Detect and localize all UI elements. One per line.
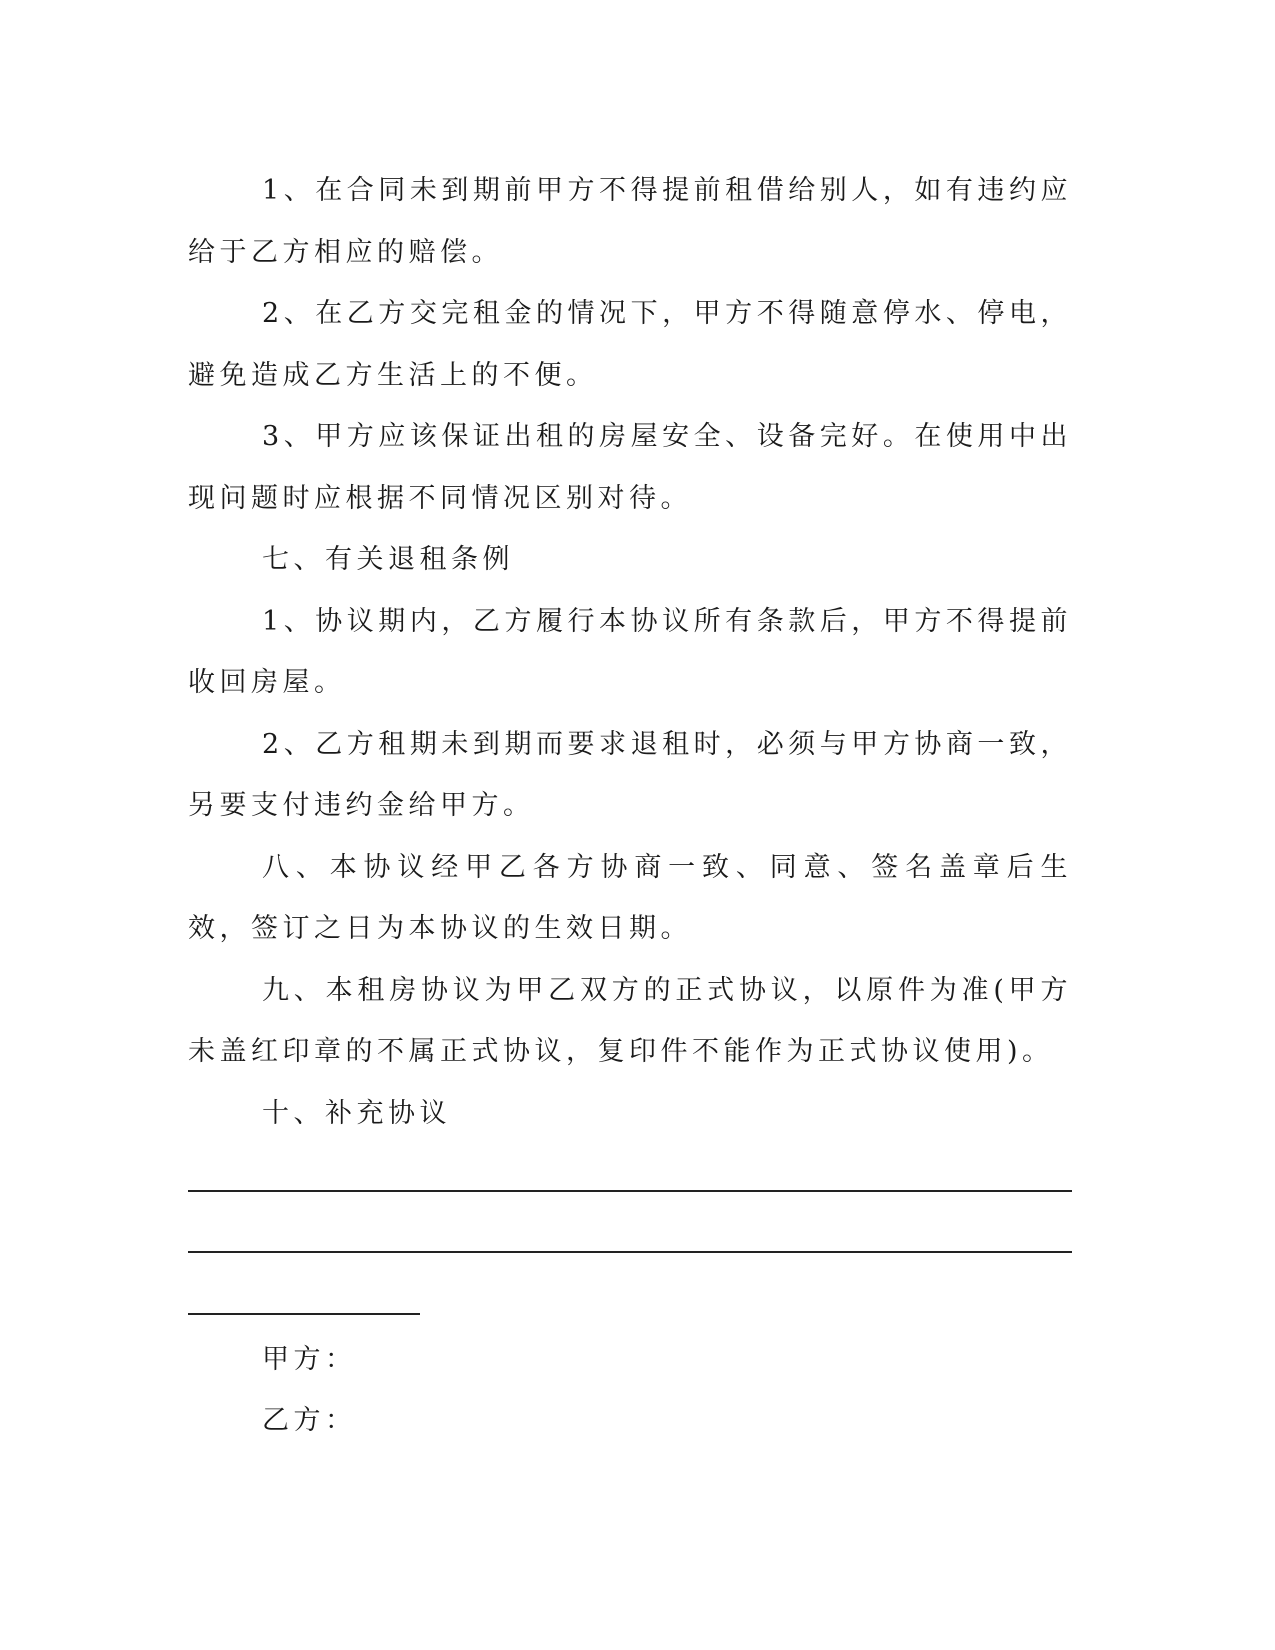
document-body: [188, 160, 1072, 1452]
clause-2-no-utility-cutoff: 2、在乙方交完租金的情况下，甲方不得随意停水、停电，避免造成乙方生活上的不便。: [188, 298, 1072, 391]
fill-in-line-1: [188, 1144, 1072, 1206]
divider: [188, 1190, 1072, 1192]
fill-in-line-2: [188, 1206, 1072, 1268]
section-9-formal-agreement: 九、本租房协议为甲乙双方的正式协议，以原件为准(甲方未盖红印章的不属正式协议，复印件不能作为正式协议使用)。: [188, 974, 1072, 1067]
party-b-signature: 乙方：: [262, 1405, 357, 1436]
section-8-effective: 八、本协议经甲乙各方协商一致、同意、签名盖章后生效，签订之日为本协议的生效日期。: [188, 851, 1072, 944]
divider: [188, 1251, 1072, 1253]
section-7-clause-1: 1、协议期内，乙方履行本协议所有条款后，甲方不得提前收回房屋。: [188, 605, 1072, 698]
section-10-heading: 十、补充协议: [262, 1097, 451, 1129]
clause-1-no-early-lease: 1、在合同未到期前甲方不得提前租借给别人，如有违约应给于乙方相应的赔偿。: [188, 175, 1072, 268]
fill-in-line-3: [188, 1267, 1072, 1329]
section-7-heading: 七、有关退租条例: [262, 544, 514, 575]
clause-3-house-safety: 3、甲方应该保证出租的房屋安全、设备完好。在使用中出现问题时应根据不同情况区别对待。: [188, 421, 1072, 514]
section-7-clause-2: 2、乙方租期未到期而要求退租时，必须与甲方协商一致，另要支付违约金给甲方。: [188, 728, 1072, 821]
party-a-signature: 甲方：: [262, 1343, 357, 1375]
divider: [188, 1313, 420, 1315]
